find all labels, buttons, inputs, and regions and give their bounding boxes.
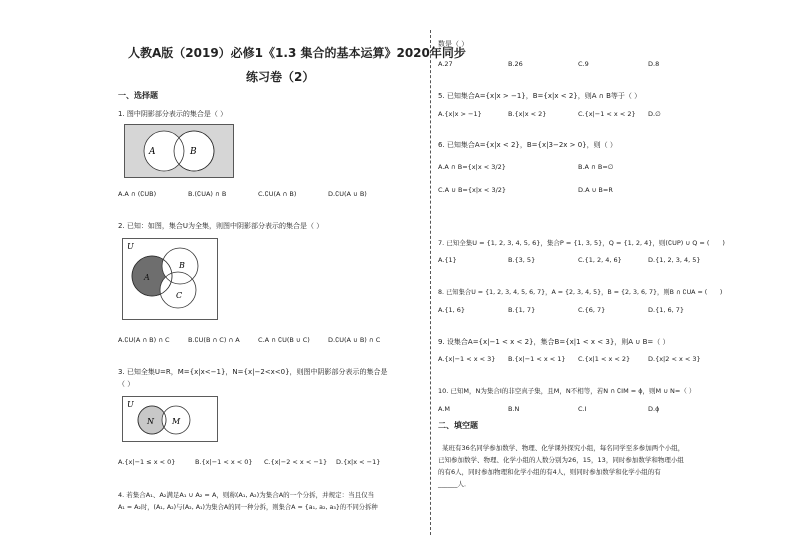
q2-option-a: A.∁U(A ∩ B) ∩ C bbox=[118, 336, 170, 344]
q1-label-b: B bbox=[190, 147, 197, 157]
q7-option-c: C.{1, 2, 4, 6} bbox=[578, 256, 622, 264]
q4-option-d: D.8 bbox=[648, 60, 660, 68]
q4-text-line-3: 数是（ ） bbox=[438, 40, 469, 48]
q2-text: 2. 已知：如图，集合U为全集，则图中阴影部分表示的集合是（ ） bbox=[118, 222, 324, 230]
q1-option-b: B.(∁UA) ∩ B bbox=[188, 190, 227, 198]
q9-option-b: B.{x|−1 < x < 1} bbox=[508, 355, 566, 363]
q3-text-line-2: （ ） bbox=[118, 380, 135, 388]
q2-option-c: C.A ∩ ∁U(B ∪ C) bbox=[258, 336, 310, 344]
q4-option-c: C.9 bbox=[578, 60, 589, 68]
q2-option-b: B.∁U(B ∩ C) ∩ A bbox=[188, 336, 240, 344]
q6-option-d: D.A ∪ B=R bbox=[578, 186, 613, 194]
q10-option-c: C.I bbox=[578, 405, 587, 413]
q3-option-c: C.{x|−2 < x < −1} bbox=[264, 458, 328, 466]
q1-option-a: A.A ∩ (∁UB) bbox=[118, 190, 157, 198]
title-line-2: 练习卷（2） bbox=[246, 70, 315, 84]
q10-option-b: B.N bbox=[508, 405, 520, 413]
q4-text-line-1: 4. 若集合A₁、A₂满足A₁ ∪ A₂ = A，则称(A₁, A₂)为集合A的一个分拆，并规定：当且仅当 bbox=[118, 491, 375, 499]
q5-text: 5. 已知集合A={x|x > −1}，B={x|x < 2}，则A ∩ B等于（ ） bbox=[438, 92, 642, 100]
q2-venn-diagram bbox=[122, 238, 218, 320]
q4-text-line-2: A₁ = A₂时，(A₁, A₂)与(A₂, A₁)为集合A的同一种分拆，则集合A = {a₁, a₂, a₃}的不同分拆种 bbox=[118, 504, 378, 511]
q8-option-a: A.{1, 6} bbox=[438, 306, 466, 314]
q6-option-a: A.A ∩ B={x|x < 3/2} bbox=[438, 163, 506, 171]
q3-label-u: U bbox=[127, 400, 134, 409]
q4-option-b: B.26 bbox=[508, 60, 523, 68]
q8-option-c: C.{6, 7} bbox=[578, 306, 606, 314]
q8-text: 8. 已知集合U = {1, 2, 3, 4, 5, 6, 7}，A = {2, 3, 4, 5}，B = {2, 3, 6, 7}，则B ∩ ∁UA = ( ) bbox=[438, 289, 723, 296]
q1-text: 1. 图中阴影部分表示的集合是（ ） bbox=[118, 110, 228, 118]
fill-line-1: 某班有36名同学参加数学、物理、化学课外探究小组，每名同学至多参加两个小组， bbox=[442, 444, 685, 452]
q3-label-n: N bbox=[147, 417, 154, 426]
q2-option-d: D.∁U(A ∪ B) ∩ C bbox=[328, 336, 381, 344]
q2-label-b: B bbox=[179, 261, 185, 270]
q7-text: 7. 已知全集U = {1, 2, 3, 4, 5, 6}，集合P = {1, 3, 5}，Q = {1, 2, 4}，则(∁UP) ∪ Q = ( ) bbox=[438, 239, 725, 247]
q8-option-b: B.{1, 7} bbox=[508, 306, 536, 314]
q1-label-a: A bbox=[149, 147, 156, 157]
q1-venn-diagram bbox=[124, 124, 234, 178]
q5-option-a: A.{x|x > −1} bbox=[438, 110, 482, 118]
q4-option-a: A.27 bbox=[438, 60, 453, 68]
q7-option-a: A.{1} bbox=[438, 256, 457, 264]
q5-option-c: C.{x|−1 < x < 2} bbox=[578, 110, 636, 118]
q3-label-m: M bbox=[172, 417, 181, 426]
column-divider bbox=[430, 30, 431, 535]
q6-text: 6. 已知集合A={x|x < 2}，B={x|3−2x > 0}，则（ ） bbox=[438, 141, 617, 149]
q7-option-d: D.{1, 2, 3, 4, 5} bbox=[648, 256, 701, 264]
q10-option-a: A.M bbox=[438, 405, 451, 413]
q9-option-a: A.{x|−1 < x < 3} bbox=[438, 355, 496, 363]
title-line-1: 人教A版（2019）必修1《1.3 集合的基本运算》2020年同步 bbox=[128, 46, 466, 60]
q10-option-d: D.ϕ bbox=[648, 405, 660, 413]
q3-option-b: B.{x|−1 < x < 0} bbox=[195, 458, 253, 466]
fill-line-4: ______人． bbox=[438, 480, 471, 488]
q3-option-d: D.{x|x < −1} bbox=[336, 458, 381, 466]
q1-option-d: D.∁U(A ∪ B) bbox=[328, 190, 367, 198]
q2-label-c: C bbox=[176, 291, 183, 300]
q7-option-b: B.{3, 5} bbox=[508, 256, 536, 264]
q10-text: 10. 已知M，N为集合I的非空真子集，且M，N不相等，若N ∩ ∁IM = ϕ，则M ∪ N=（ ） bbox=[438, 387, 696, 395]
q6-option-c: C.A ∪ B={x|x < 3/2} bbox=[438, 186, 507, 194]
q9-option-c: C.{x|1 < x < 2} bbox=[578, 355, 631, 363]
fill-line-3: 的有6人，同时参加物理和化学小组的有4人，则同时参加数学和化学小组的有 bbox=[438, 468, 661, 476]
q5-option-b: B.{x|x < 2} bbox=[508, 110, 547, 118]
section-choice-heading: 一、选择题 bbox=[118, 91, 158, 100]
q5-option-d: D.∅ bbox=[648, 110, 661, 118]
section-fill-heading: 二、填空题 bbox=[438, 421, 478, 430]
q2-label-a: A bbox=[144, 273, 150, 282]
q9-option-d: D.{x|2 < x < 3} bbox=[648, 355, 701, 363]
q8-option-d: D.{1, 6, 7} bbox=[648, 306, 685, 314]
q3-text-line-1: 3. 已知全集U=R，M={x|x<−1}，N={x|−2<x<0}，则图中阴影部分表示的集合是 bbox=[118, 368, 388, 376]
q1-option-c: C.∁U(A ∩ B) bbox=[258, 190, 297, 198]
q6-option-b: B.A ∩ B=∅ bbox=[578, 163, 614, 171]
q3-option-a: A.{x|−1 ≤ x < 0} bbox=[118, 458, 176, 466]
q3-venn-diagram bbox=[122, 396, 218, 442]
q2-label-u: U bbox=[127, 242, 134, 251]
fill-line-2: 已知参加数学、物理、化学小组的人数分别为26，15，13，同时参加数学和物理小组 bbox=[438, 456, 684, 464]
q9-text: 9. 设集合A={x|−1 < x < 2}，集合B={x|1 < x < 3}，则A ∪ B=（ ） bbox=[438, 338, 670, 346]
